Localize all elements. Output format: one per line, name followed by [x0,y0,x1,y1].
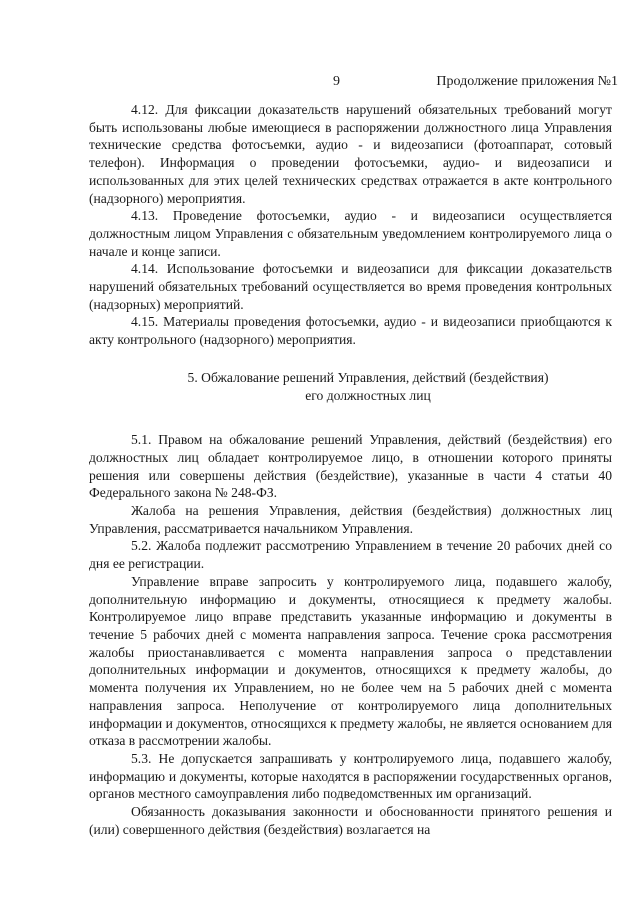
paragraph-5-2: 5.2. Жалоба подлежит рассмотрению Управлением в течение 20 рабочих дней со дня ее регистрации. [89,538,612,572]
paragraph-5-1: 5.1. Правом на обжалование решений Управления, действий (бездействия) его должностных лиц обладает контролируемое лицо, в отношении которого приняты решения или совершены действия (бездействие), указанные в части 4 статьи 40 Федерального закона № 248-ФЗ. [89,432,612,501]
section-5-title-line1: 5. Обжалование решений Управления, действий (бездействия) [187,369,549,385]
paragraph-4-12: 4.12. Для фиксации доказательств нарушений обязательных требований могут быть использованы любые имеющиеся в распоряжении должностного лица Управления технические средства фотосъемки, аудио - и видеозаписи (фотоаппарат, сотовый телефон). Информация о проведении фотосъемки, аудио- и видеозаписи и использованных для этих целей технических средствах отражается в акте контрольного (надзорного) мероприятия. [89,102,612,206]
paragraph-5-1-complaint: Жалоба на решения Управления, действия (бездействия) должностных лиц Управления, рассматривается начальником Управления. [89,503,612,536]
paragraph-4-15: 4.15. Материалы проведения фотосъемки, аудио - и видеозаписи приобщаются к акту контрольного (надзорного) мероприятия. [89,314,612,348]
page-number: 9 [333,74,340,89]
paragraph-5-3-burden: Обязанность доказывания законности и обоснованности принятого решения и (или) совершенного действия (бездействия) возлагается на [89,804,612,837]
document-body [89,101,612,838]
paragraph-5-3: 5.3. Не допускается запрашивать у контролируемого лица, подавшего жалобу, информацию и документы, которые находятся в распоряжении государственных органов, органов местного самоуправления либо подведомственных им организаций. [89,750,612,802]
paragraph-5-2-request: Управление вправе запросить у контролируемого лица, подавшего жалобу, дополнительную информацию и документы, относящиеся к предмету жалобы. Контролируемое лицо вправе представить указанные информацию и документы в течение 5 рабочих дней с момента направления запроса. Течение срока рассмотрения жалобы приостанавливается с момента направления запроса о представлении дополнительных информации и документов, относящихся к предмету жалобы, до момента получения их Управлением, но не более чем на 5 рабочих дней с момента направления запроса. Неполучение от контролируемого лица дополнительных информации и документов, относящихся к предмету жалобы, не является основанием для отказа в рассмотрении жалобы. [89,573,612,749]
section-5-heading [89,369,612,404]
paragraph-4-14: 4.14. Использование фотосъемки и видеозаписи для фиксации доказательств нарушений обязательных требований осуществляется во время проведения контрольных (надзорных) мероприятий. [89,261,612,312]
section-5-title-line2: его должностных лиц [305,387,431,403]
appendix-continuation-label: Продолжение приложения №1 [436,74,618,89]
paragraph-4-13: 4.13. Проведение фотосъемки, аудио - и видеозаписи осуществляется должностным лицом Управления с обязательным уведомлением контролируемого лица о начале и конце записи. [89,208,612,259]
